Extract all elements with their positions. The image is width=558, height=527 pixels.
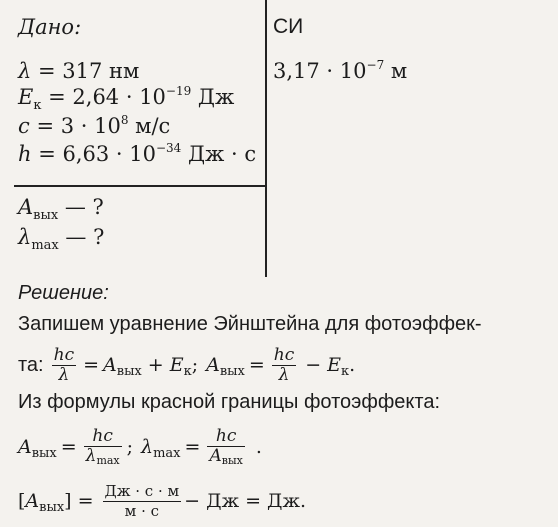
si-exponent: −7 <box>366 58 385 72</box>
units-check <box>18 478 306 524</box>
c-exponent: 8 <box>120 113 129 127</box>
solution-heading: Решение: <box>18 282 109 304</box>
fraction-hc-over-lambda <box>272 346 296 385</box>
e-symbol: E <box>327 354 342 376</box>
fraction-hc-over-lambda <box>52 346 76 385</box>
equals-sign: = <box>60 436 77 458</box>
fraction-units <box>103 482 182 521</box>
semicolon: ; <box>126 436 134 458</box>
given-heading: Дано: <box>18 15 82 39</box>
fraction-hc-over-lambda-max <box>84 427 122 467</box>
si-heading: СИ <box>273 15 304 38</box>
a-symbol: A <box>25 490 40 512</box>
find-lambda-max <box>18 224 104 254</box>
e-symbol: E <box>169 354 184 376</box>
a-symbol: A <box>103 354 117 376</box>
lambda-symbol: λ <box>85 446 97 466</box>
table-vertical-line <box>265 0 267 277</box>
plus-sign: + <box>147 354 164 376</box>
h-symbol: h <box>18 142 32 166</box>
lmax-symbol: λ <box>18 225 32 249</box>
bracket-open: [ <box>18 490 26 512</box>
lambda-symbol: λ <box>141 436 154 458</box>
a-symbol: A <box>18 436 32 458</box>
h-unit: Дж · с <box>181 142 257 166</box>
c-unit: м/с <box>128 114 171 138</box>
a-symbol: A <box>209 446 222 466</box>
equals-sign: = <box>248 354 265 376</box>
k-subscript: к <box>341 363 350 379</box>
equals-sign: = <box>77 490 94 512</box>
units-denominator: м · с <box>103 501 182 521</box>
lmax-question: — ? <box>58 225 105 249</box>
vyh-subscript: вых <box>39 499 65 515</box>
minus-sign: − <box>305 354 322 376</box>
given-planck-constant <box>18 141 256 170</box>
vyh-subscript: вых <box>31 445 57 461</box>
period: . <box>255 436 262 458</box>
solution-line-2-prefix: та: <box>18 353 44 376</box>
si-number: 3,17 · 10 <box>273 59 367 83</box>
c-value: = 3 · 10 <box>29 114 121 138</box>
ek-subscript: к <box>33 98 42 113</box>
fraction-hc-over-a-vyh <box>207 427 244 467</box>
table-horizontal-line <box>14 185 267 187</box>
frac-denominator <box>207 446 244 467</box>
a-question: — ? <box>58 195 104 219</box>
c-symbol: c <box>18 114 30 138</box>
vyh-subscript: вых <box>221 454 243 467</box>
si-value <box>273 58 407 87</box>
a-symbol: A <box>206 354 220 376</box>
frac-numerator: hc <box>273 344 295 365</box>
einstein-equation <box>18 343 355 387</box>
lambda-value: = 317 нм <box>31 59 140 83</box>
k-subscript: к <box>183 363 192 379</box>
frac-numerator: hc <box>215 426 237 446</box>
semicolon: ; <box>191 354 199 376</box>
a-subscript: вых <box>33 208 59 223</box>
max-subscript: max <box>96 454 120 467</box>
h-exponent: −34 <box>155 141 182 155</box>
frac-denominator <box>84 446 122 467</box>
a-symbol: A <box>18 195 34 219</box>
bracket-close: ] <box>64 490 72 512</box>
ek-symbol: E <box>18 85 34 109</box>
lmax-subscript: max <box>31 238 59 253</box>
given-speed-of-light <box>18 113 170 142</box>
solution-line-3: Из формулы красной границы фотоэффекта: <box>18 391 441 413</box>
vyh-subscript: вых <box>116 363 142 379</box>
equals-sign: = <box>184 436 201 458</box>
period: . <box>349 354 356 376</box>
red-limit-equations <box>18 424 262 470</box>
equals-sign: = <box>83 354 100 376</box>
frac-denominator: λ <box>272 365 296 385</box>
ek-unit: Дж <box>191 85 235 109</box>
max-subscript: max <box>153 445 181 461</box>
units-result: − Дж = Дж. <box>184 490 307 512</box>
frac-numerator: hc <box>53 344 75 365</box>
units-numerator: Дж · с · м <box>104 481 180 500</box>
given-lambda <box>18 58 139 84</box>
solution-line-1: Запишем уравнение Эйнштейна для фотоэффек- <box>18 313 482 335</box>
find-work-function <box>18 194 104 224</box>
ek-exponent: −19 <box>165 84 192 98</box>
given-kinetic-energy <box>18 84 234 114</box>
h-value: = 6,63 · 10 <box>31 142 156 166</box>
si-unit: м <box>384 59 408 83</box>
ek-value: = 2,64 · 10 <box>41 85 166 109</box>
vyh-subscript: вых <box>219 363 245 379</box>
frac-denominator: λ <box>52 365 76 385</box>
lambda-symbol: λ <box>18 59 32 83</box>
frac-numerator: hc <box>92 426 113 446</box>
